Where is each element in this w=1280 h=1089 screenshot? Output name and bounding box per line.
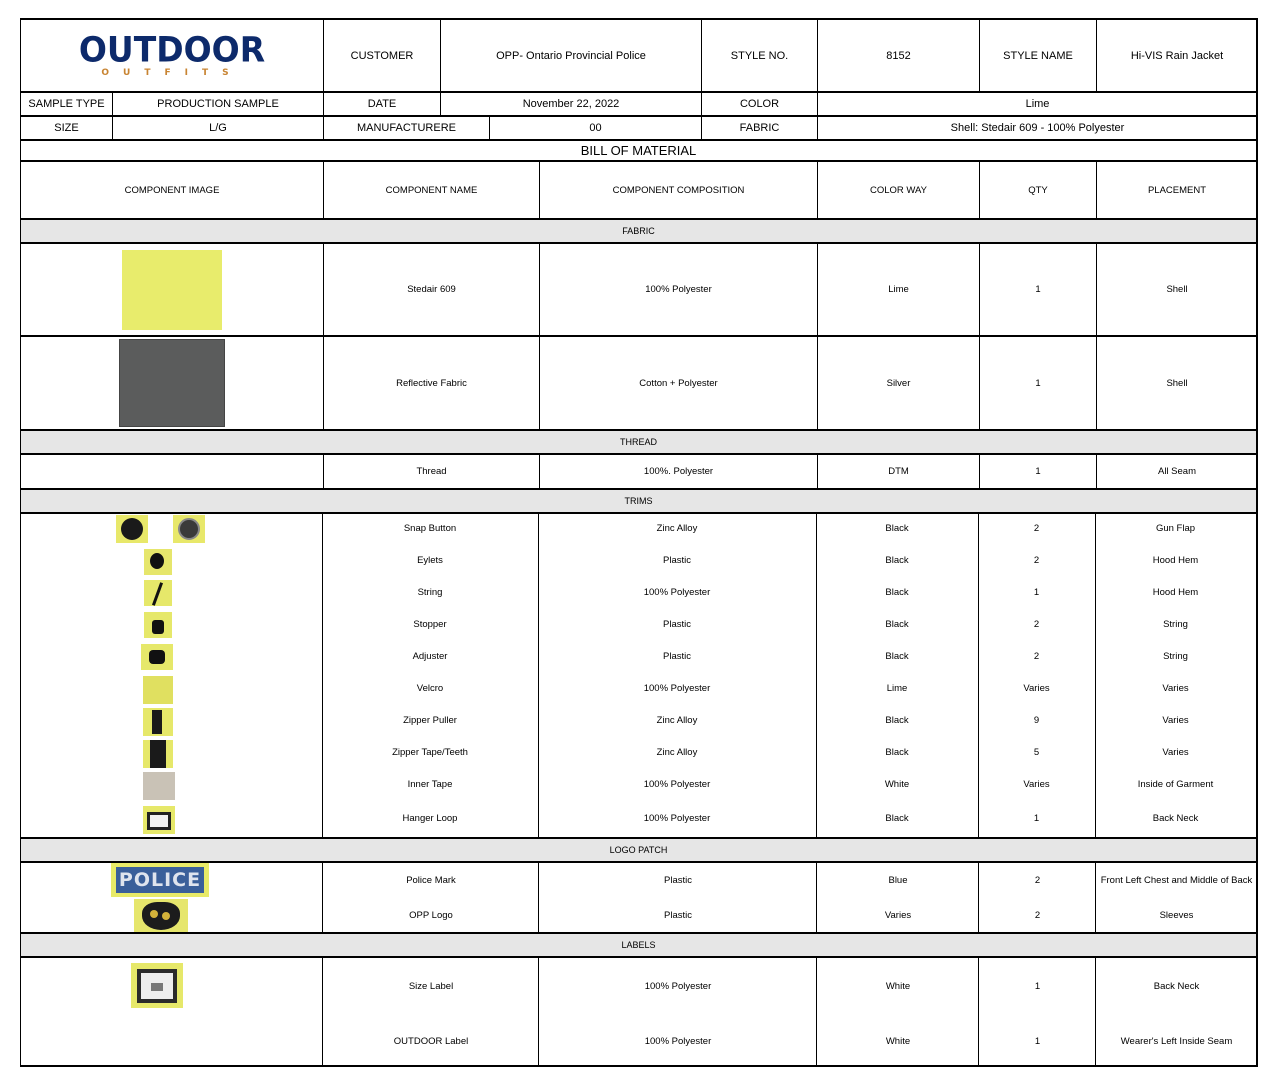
color-way: Black [885,650,909,662]
component-name: Police Mark [406,875,456,886]
table-row [20,335,1258,429]
logo-block [20,861,1258,932]
qty: 1 [979,244,1096,335]
style-name-label: STYLE NAME [979,20,1096,91]
placement: All Seam [1096,455,1257,488]
police-patch-text: POLICE [118,869,202,891]
component-name: Hanger Loop [402,812,458,824]
component-composition: 100%. Polyester [539,455,817,488]
component-image [21,244,323,335]
bom-sheet [20,18,1258,1067]
component-composition: 100% Polyester [539,244,817,335]
fabric-label: FABRIC [701,117,817,139]
placement: Back Neck [1153,980,1200,992]
component-name: Zipper Tape/Teeth [392,746,468,758]
sample-type-label: SAMPLE TYPE [28,98,105,110]
placement: Back Neck [1152,812,1199,824]
component-name: Reflective Fabric [323,337,539,429]
reflective-fabric-swatch [119,339,225,427]
component-composition: Cotton + Polyester [539,337,817,429]
color-way: White [885,980,911,992]
table-row [20,512,1258,544]
component-composition: Plastic [663,618,691,630]
component-name: OPP Logo [409,910,453,921]
section-thread: THREAD [20,429,1258,453]
table-row [20,802,1258,834]
qty: 2 [1033,618,1040,630]
col-color-way: COLOR WAY [817,162,979,218]
qty: 1 [1033,812,1040,824]
component-name: Inner Tape [407,778,453,790]
section-labels: LABELS [20,932,1258,956]
qty: 2 [1034,910,1041,921]
placement: Inside of Garment [1137,778,1214,790]
component-name: Stedair 609 [323,244,539,335]
table-row [20,704,1258,736]
sample-type-value: PRODUCTION SAMPLE [112,93,323,115]
qty: 5 [1033,746,1040,758]
component-composition: Zinc Alloy [656,746,698,758]
bom-title: BILL OF MATERIAL [20,139,1258,160]
header-row-1 [20,18,1258,91]
style-name-value: Hi-VIS Rain Jacket [1096,20,1257,91]
manufacturer-value: 00 [489,117,701,139]
qty: 2 [1033,522,1040,534]
component-composition: 100% Polyester [643,778,711,790]
placement: Sleeves [1159,910,1194,921]
component-name: String [417,586,443,598]
placement: String [1163,650,1188,662]
color-label: COLOR [701,93,817,115]
component-name: Snap Button [403,522,457,534]
placement: Hood Hem [1152,554,1199,566]
color-way: DTM [817,455,979,488]
component-composition: Plastic [663,650,691,662]
component-composition: 100% Polyester [644,980,712,992]
color-value: Lime [817,93,1257,115]
lime-fabric-swatch [122,250,222,330]
qty: 1 [1033,586,1040,598]
placement: Varies [1162,682,1189,694]
component-name: Eylets [417,554,443,566]
style-no-label: STYLE NO. [701,20,817,91]
placement: Varies [1162,746,1189,758]
manufacturer-label: MANUFACTURERE [323,117,489,139]
table-row [20,768,1258,800]
placement: Hood Hem [1152,586,1199,598]
qty: 2 [1034,875,1041,886]
component-composition: Plastic [664,910,692,921]
table-row [20,242,1258,335]
qty: 1 [979,455,1096,488]
color-way: Black [885,714,909,726]
customer-label: CUSTOMER [323,20,440,91]
placement: Varies [1162,714,1189,726]
color-way: Black [885,618,909,630]
table-row [20,453,1258,488]
component-name: Size Label [408,980,454,992]
size-label-image [131,963,183,1008]
table-row [20,672,1258,704]
placement: Front Left Chest and Middle of Back [1100,875,1253,886]
table-row [20,608,1258,640]
placement: String [1163,618,1188,630]
component-image [21,337,323,429]
table-row [20,736,1258,768]
component-name: Adjuster [412,650,448,662]
qty: 2 [1033,554,1040,566]
col-qty: QTY [979,162,1096,218]
color-way: Varies [884,910,912,921]
column-header-row [20,160,1258,218]
component-composition: 100% Polyester [643,586,711,598]
placement: Gun Flap [1155,522,1196,534]
component-name: Stopper [413,618,447,630]
opp-logo-image [134,899,188,933]
color-way: White [885,1036,911,1047]
police-patch-image [111,863,209,897]
size-value: L/G [112,117,323,139]
component-composition: Zinc Alloy [656,522,698,534]
component-composition: Zinc Alloy [656,714,698,726]
date-label: DATE [323,93,440,115]
date-value: November 22, 2022 [440,93,701,115]
component-composition: 100% Polyester [644,1036,712,1047]
component-composition: 100% Polyester [643,682,711,694]
style-no-value: 8152 [817,20,979,91]
placement: Shell [1096,244,1257,335]
fabric-value: Shell: Stedair 609 - 100% Polyester [817,117,1257,139]
color-way: Black [885,554,909,566]
color-way: Black [885,586,909,598]
qty: 2 [1033,650,1040,662]
section-fabric: FABRIC [20,218,1258,242]
placement: Wearer's Left Inside Seam [1120,1036,1233,1047]
brand-tagline: OUTFITS [101,68,243,78]
brand-name: OUTDOOR [78,29,266,70]
component-composition: Plastic [663,554,691,566]
component-composition: Plastic [664,875,692,886]
section-logo-patch: LOGO PATCH [20,837,1258,861]
qty: 9 [1033,714,1040,726]
qty: 1 [1034,980,1041,992]
col-placement: PLACEMENT [1096,162,1257,218]
table-row [20,640,1258,672]
component-composition: 100% Polyester [643,812,711,824]
component-image [21,455,323,488]
table-row [20,576,1258,608]
color-way: Lime [886,682,908,694]
col-component-name: COMPONENT NAME [323,162,539,218]
brand-logo [21,20,323,91]
color-way: Blue [888,875,908,886]
qty: 1 [1034,1036,1041,1047]
color-way: Black [885,522,909,534]
qty: Varies [1023,778,1050,790]
color-way: Lime [817,244,979,335]
color-way: White [884,778,910,790]
header-row-2 [20,91,1258,115]
col-component-image: COMPONENT IMAGE [124,184,220,196]
color-way: Black [885,812,909,824]
component-name: Velcro [416,682,444,694]
qty: Varies [1023,682,1050,694]
color-way: Silver [817,337,979,429]
placement: Shell [1096,337,1257,429]
table-bottom-border [20,1065,1258,1067]
col-component-composition: COMPONENT COMPOSITION [539,162,817,218]
color-way: Black [885,746,909,758]
customer-value: OPP- Ontario Provincial Police [440,20,701,91]
table-row [20,544,1258,576]
component-name: OUTDOOR Label [393,1036,469,1047]
labels-block [20,956,1258,1067]
section-trims: TRIMS [20,488,1258,512]
qty: 1 [979,337,1096,429]
component-name: Zipper Puller [403,714,457,726]
size-label: SIZE [54,122,79,134]
header-row-3 [20,115,1258,139]
component-name: Thread [323,455,539,488]
